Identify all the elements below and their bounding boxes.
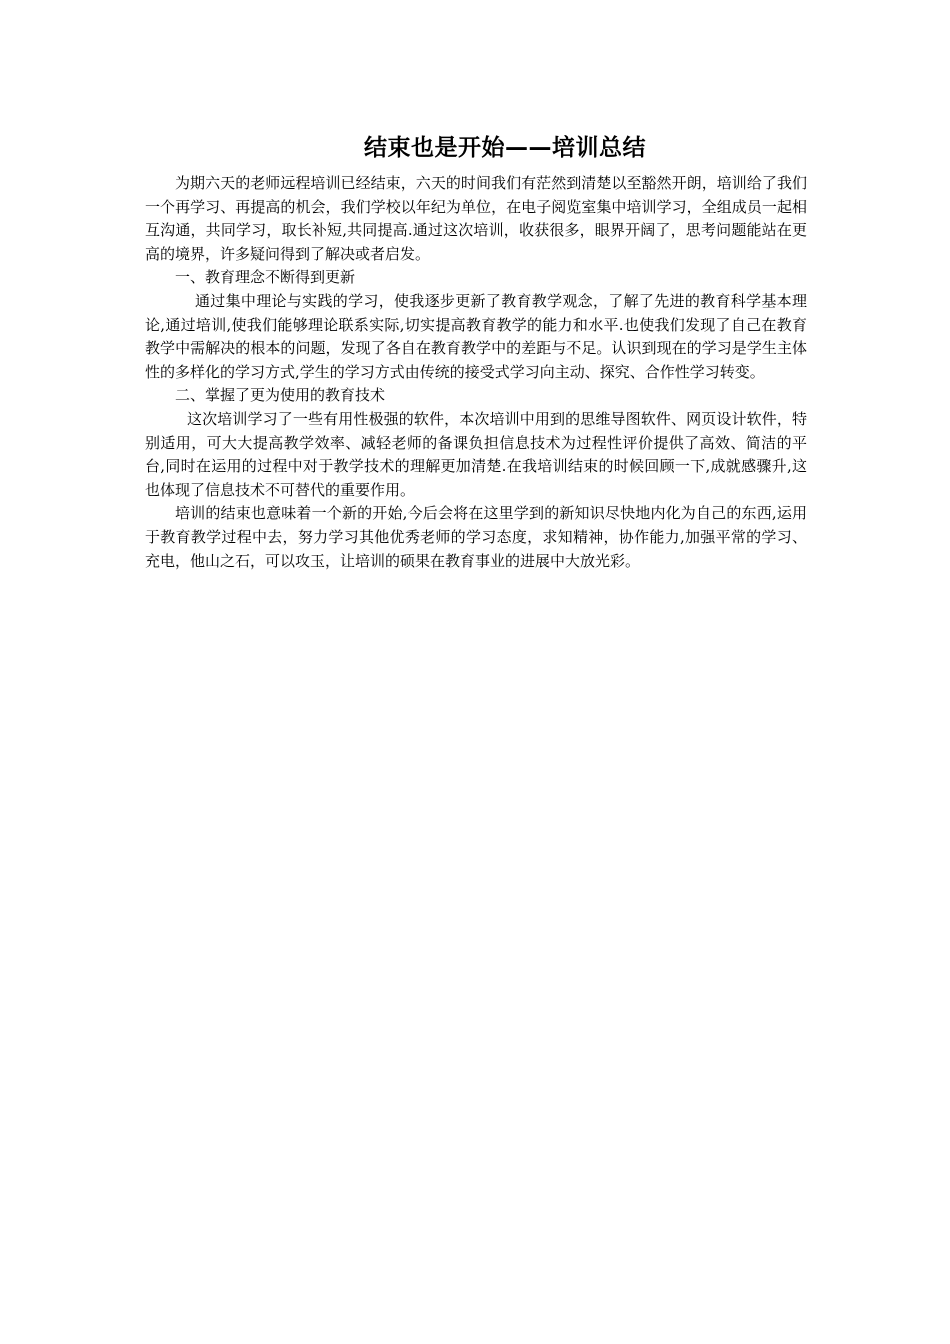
document-page: [145, 128, 807, 573]
section-2-heading: 二、掌握了更为使用的教育技术: [175, 386, 386, 405]
document-title: 结束也是开始——培训总结: [364, 135, 646, 161]
intro-paragraph: 为期六天的老师远程培训已经结束，六天的时间我们有茫然到清楚以至豁然开朗，培训给了我们一个再学习、再提高的机会，我们学校以年纪为单位，在电子阅览室集中培训学习，全组成员一起相互沟通，共同学习，取长补短,共同提高.通过这次培训，收获很多，眼界开阔了，思考问题能站在更高的境界，许多疑问得到了解决或者启发。: [145, 174, 807, 263]
section-2-paragraph: 这次培训学习了一些有用性极强的软件，本次培训中用到的思维导图软件、网页设计软件，特别适用，可大大提高教学效率、减轻老师的备课负担信息技术为过程性评价提供了高效、简洁的平台,同时在运用的过程中对于教学技术的理解更加清楚.在我培训结束的时候回顾一下,成就感骤升,这也体现了信息技术不可替代的重要作用。: [145, 409, 807, 499]
conclusion-paragraph: 培训的结束也意味着一个新的开始,今后会将在这里学到的新知识尽快地内化为自己的东西,运用于教育教学过程中去，努力学习其他优秀老师的学习态度，求知精神，协作能力,加强平常的学习、充电，他山之石，可以攻玉，让培训的硕果在教育事业的进展中大放光彩。: [145, 504, 807, 570]
section-1-heading: 一、教育理念不断得到更新: [175, 268, 356, 287]
section-1-paragraph: 通过集中理论与实践的学习，使我逐步更新了教育教学观念，了解了先进的教育科学基本理论,通过培训,使我们能够理论联系实际,切实提高教育教学的能力和水平.也使我们发现了自己在教育教学中需解决的根本的问题，发现了各自在教育教学中的差距与不足。认识到现在的学习是学生主体性的多样化的学习方式,学生的学习方式由传统的接受式学习向主动、探究、合作性学习转变。: [145, 291, 807, 381]
